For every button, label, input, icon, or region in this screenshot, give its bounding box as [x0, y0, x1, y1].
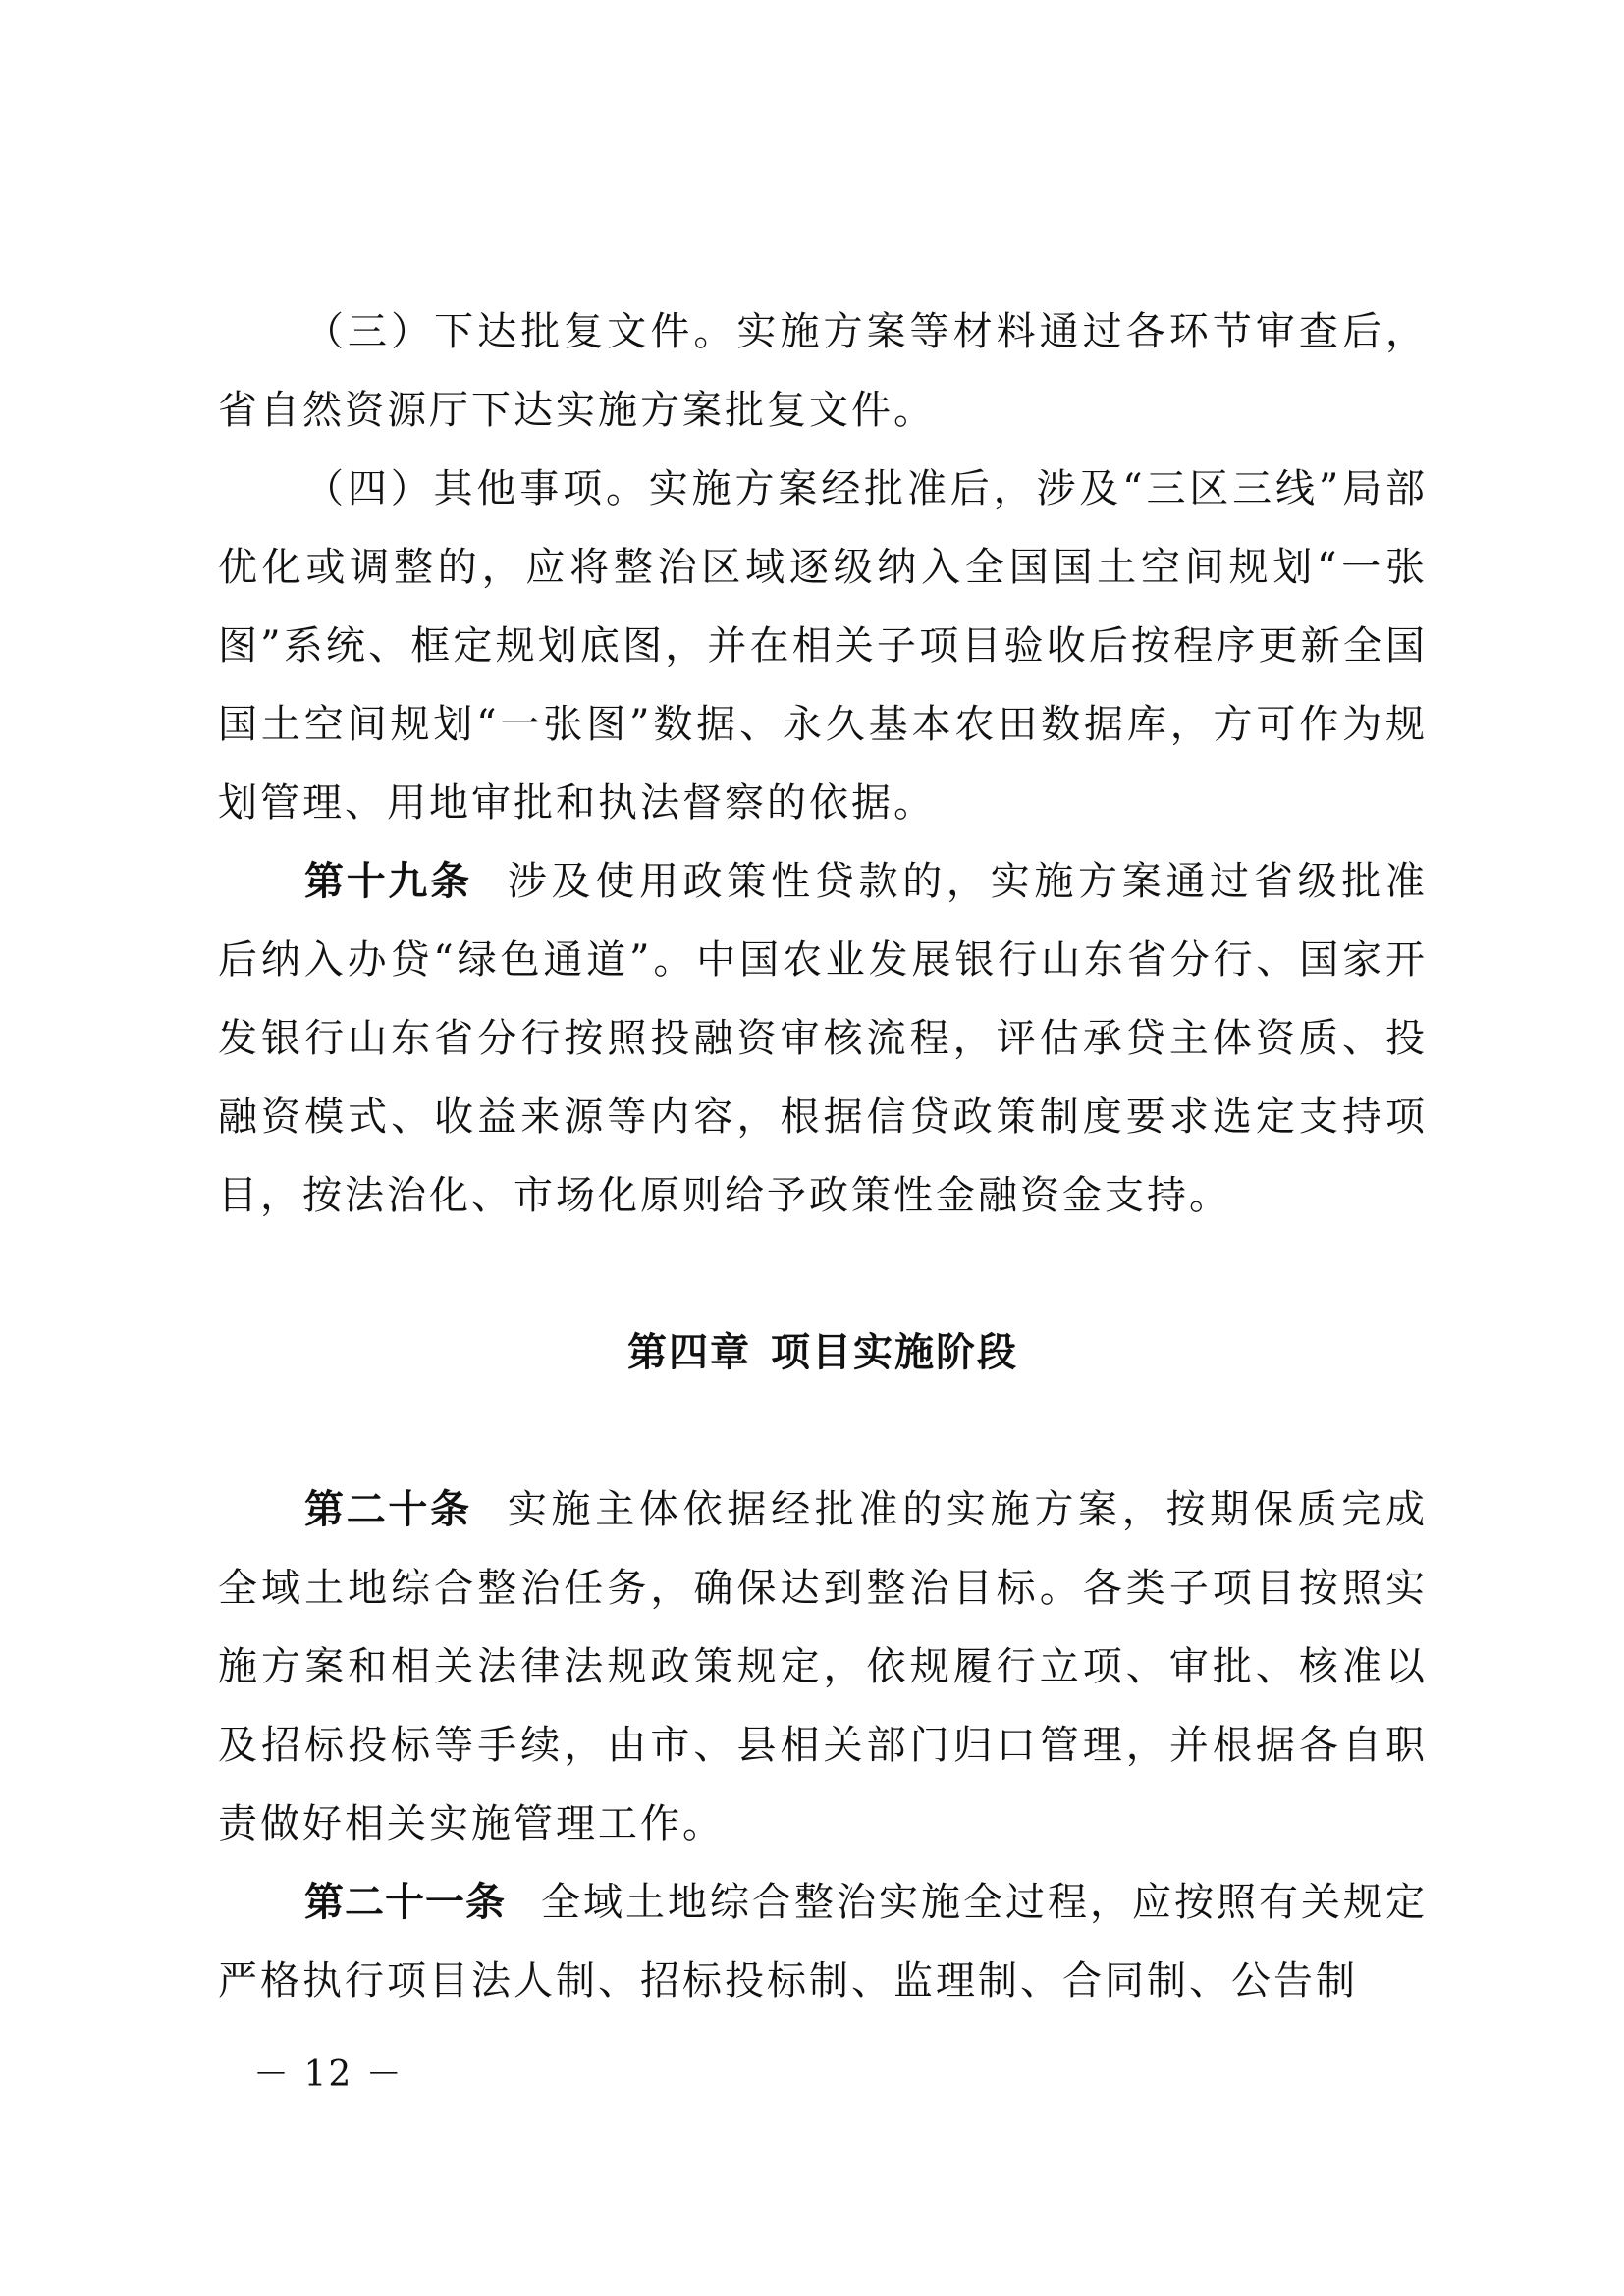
chapter-title: 项目实施阶段: [771, 1330, 1018, 1375]
article-20-text: 实施主体依据经批准的实施方案，按期保质完成全域土地综合整治任务，确保达到整治目标。各类子项目按照实施方案和相关法律法规政策规定，依规履行立项、审批、核准以及招标投标等手续，由市、县相关部门归口管理，并根据各自职责做好相关实施管理工作。: [218, 1487, 1429, 1846]
paragraph-item-3: （三）下达批复文件。实施方案等材料通过各环节审查后，省自然资源厅下达实施方案批复文件。: [218, 309, 1428, 433]
article-20: [218, 1470, 1428, 1863]
article-19: [218, 842, 1428, 1235]
article-21-label: 第二十一条: [304, 1880, 506, 1925]
article-21-text: 全域土地综合整治实施全过程，应按照有关规定严格执行项目法人制、招标投标制、监理制、合同制、公告制: [218, 1880, 1428, 2003]
document-body: [218, 293, 1428, 2020]
page-number: － 12 －: [253, 2055, 404, 2095]
article-19-text: 涉及使用政策性贷款的，实施方案通过省级批准后纳入办贷“绿色通道”。中国农业发展银行山东省分行、国家开发银行山东省分行按照投融资审核流程，评估承贷主体资质、投融资模式、收益来源等内容，根据信贷政策制度要求选定支持项目，按法治化、市场化原则给予政策性金融资金支持。: [218, 859, 1429, 1218]
chapter-number: 第四章: [627, 1330, 751, 1375]
article-21: [218, 1863, 1428, 2020]
chapter-heading: [218, 1313, 1428, 1392]
paragraph-item-4: （四）其他事项。实施方案经批准后，涉及“三区三线”局部优化或调整的，应将整治区域逐级纳入全国国土空间规划“一张图”系统、框定规划底图，并在相关子项目验收后按程序更新全国国土空间规划“一张图”数据、永久基本农田数据库，方可作为规划管理、用地审批和执法督察的依据。: [218, 466, 1428, 826]
article-20-label: 第二十条: [304, 1487, 472, 1532]
article-19-label: 第十九条: [304, 859, 472, 904]
